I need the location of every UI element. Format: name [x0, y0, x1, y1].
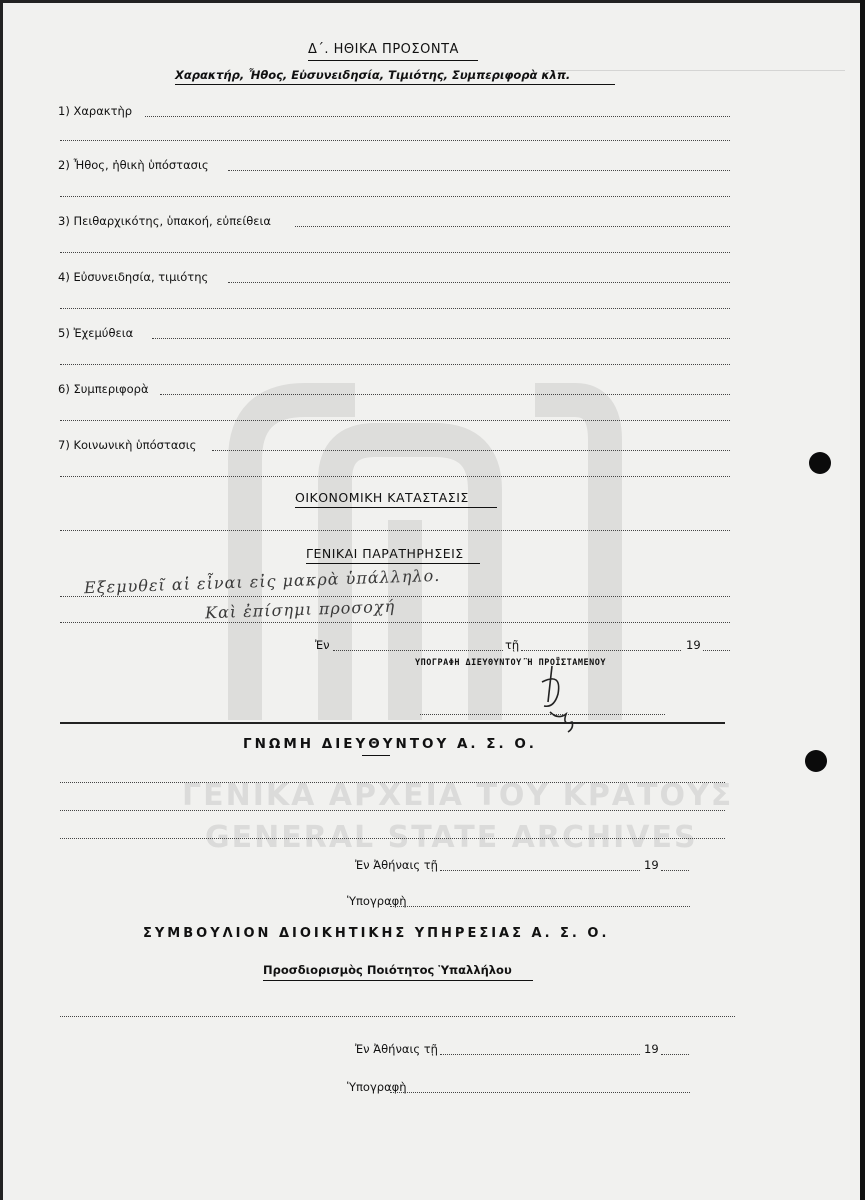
council-year-line[interactable]	[661, 1054, 689, 1055]
item-ethos-line[interactable]	[228, 170, 730, 171]
council-signature-line[interactable]	[390, 1092, 690, 1093]
council-signature-label: Ὑπογραφὴ	[347, 1080, 407, 1094]
punch-hole-top	[809, 452, 831, 474]
item-behavior-label: 6) Συμπεριφορὰ	[58, 382, 149, 396]
general-line-1[interactable]	[60, 596, 730, 597]
item-conscientiousness-line-2[interactable]	[60, 308, 730, 309]
item-discipline-line-2[interactable]	[60, 252, 730, 253]
scan-edge-left	[0, 0, 3, 1200]
item-discretion-line-2[interactable]	[60, 364, 730, 365]
scan-edge-top	[0, 0, 865, 3]
director-signature-label: Ὑπογραφὴ	[347, 894, 407, 908]
item-ethos-label: 2) Ἦθος, ἠθικὴ ὑπόστασις	[58, 158, 209, 172]
director-line-3[interactable]	[60, 838, 725, 839]
handwritten-remark-line2: Καὶ ἐπίσημι προσοχή	[204, 596, 396, 623]
scan-edge-right	[860, 0, 865, 1200]
item-conscientiousness-line[interactable]	[228, 282, 730, 283]
item-behavior-line[interactable]	[160, 394, 730, 395]
council-subtitle: Προσδιορισμὸς Ποιότητος Ὑπαλλήλου	[263, 963, 512, 977]
item-discipline-label: 3) Πειθαρχικότης, ὑπακοή, εὐπείθεια	[58, 214, 271, 228]
general-signature-line[interactable]	[420, 714, 665, 715]
general-line-2[interactable]	[60, 622, 730, 623]
item-social-line-2[interactable]	[60, 476, 730, 477]
council-date-line[interactable]	[440, 1054, 640, 1055]
director-date-line[interactable]	[440, 870, 640, 871]
handwritten-remark-line1: Εξεμυθεῖ αἱ εἶναι εἰς μακρὰ ὑπάλληλο.	[83, 565, 441, 598]
item-behavior-line-2[interactable]	[60, 420, 730, 421]
item-discretion-label: 5) Ἐχεμύθεια	[58, 326, 134, 340]
director-line-1[interactable]	[60, 782, 725, 783]
section-d-title-underline	[308, 60, 478, 61]
section-d-subtitle-underline	[175, 84, 615, 85]
director-year-label: 19	[644, 858, 659, 872]
general-year-label: 19	[686, 638, 701, 652]
item-character-line-2[interactable]	[60, 140, 730, 141]
general-place-label: Ἐν	[315, 638, 330, 652]
general-date-label: τῇ	[505, 638, 520, 652]
bleed-through-mark	[545, 40, 845, 71]
economic-title: ΟΙΚΟΝΟΜΙΚΗ ΚΑΤΑΣΤΑΣΙΣ	[295, 490, 469, 505]
council-year-label: 19	[644, 1042, 659, 1056]
general-signature-caption: ΥΠΟΓΡΑΦΗ ΔΙΕΥΘΥΝΤΟΥ Ἢ ΠΡΟΪΣΤΑΜΕΝΟΥ	[415, 658, 606, 668]
item-social-label: 7) Κοινωνικὴ ὑπόστασις	[58, 438, 197, 452]
item-character-line[interactable]	[145, 116, 730, 117]
general-title-underline	[306, 563, 480, 564]
council-place-label: Ἐν Ἀθήναις τῇ	[355, 1042, 438, 1056]
director-signature-line[interactable]	[390, 906, 690, 907]
general-place-line[interactable]	[333, 650, 503, 651]
general-year-line[interactable]	[703, 650, 730, 651]
council-subtitle-underline	[263, 980, 533, 981]
item-discretion-line[interactable]	[152, 338, 730, 339]
director-title: ΓΝΩΜΗ ΔΙΕΥΘΥΝΤΟΥ Α. Σ. Ο.	[243, 736, 537, 752]
general-date-line[interactable]	[521, 650, 681, 651]
item-ethos-line-2[interactable]	[60, 196, 730, 197]
economic-title-underline	[295, 507, 497, 508]
section-d-subtitle: Χαρακτήρ, Ἦθος, Εὐσυνειδησία, Τιμιότης, Συμπεριφορὰ κλπ.	[175, 68, 571, 82]
item-conscientiousness-label: 4) Εὐσυνειδησία, τιμιότης	[58, 270, 209, 284]
director-year-line[interactable]	[661, 870, 689, 871]
director-title-mark	[362, 755, 390, 756]
punch-hole-bottom	[805, 750, 827, 772]
director-place-label: Ἐν Ἀθήναις τῇ	[355, 858, 438, 872]
item-social-line[interactable]	[212, 450, 730, 451]
item-discipline-line[interactable]	[295, 226, 730, 227]
council-title: ΣΥΜΒΟΥΛΙΟΝ ΔΙΟΙΚΗΤΙΚΗΣ ΥΠΗΡΕΣΙΑΣ Α. Σ. Ο.	[143, 926, 610, 941]
section-d-title: Δ΄. ΗΘΙΚΑ ΠΡΟΣΟΝΤΑ	[308, 42, 459, 57]
item-character-label: 1) Χαρακτὴρ	[58, 104, 133, 118]
director-line-2[interactable]	[60, 810, 725, 811]
economic-line[interactable]	[60, 530, 730, 531]
section-divider	[60, 722, 725, 724]
watermark-text-english: GENERAL STATE ARCHIVES	[205, 820, 698, 855]
council-line-1[interactable]	[60, 1016, 735, 1017]
watermark-text-greek: ΓΕΝΙΚΑ ΑΡΧΕΙΑ ΤΟΥ ΚΡΑΤΟΥΣ	[182, 778, 734, 813]
general-title: ΓΕΝΙΚΑΙ ΠΑΡΑΤΗΡΗΣΕΙΣ	[306, 546, 464, 561]
